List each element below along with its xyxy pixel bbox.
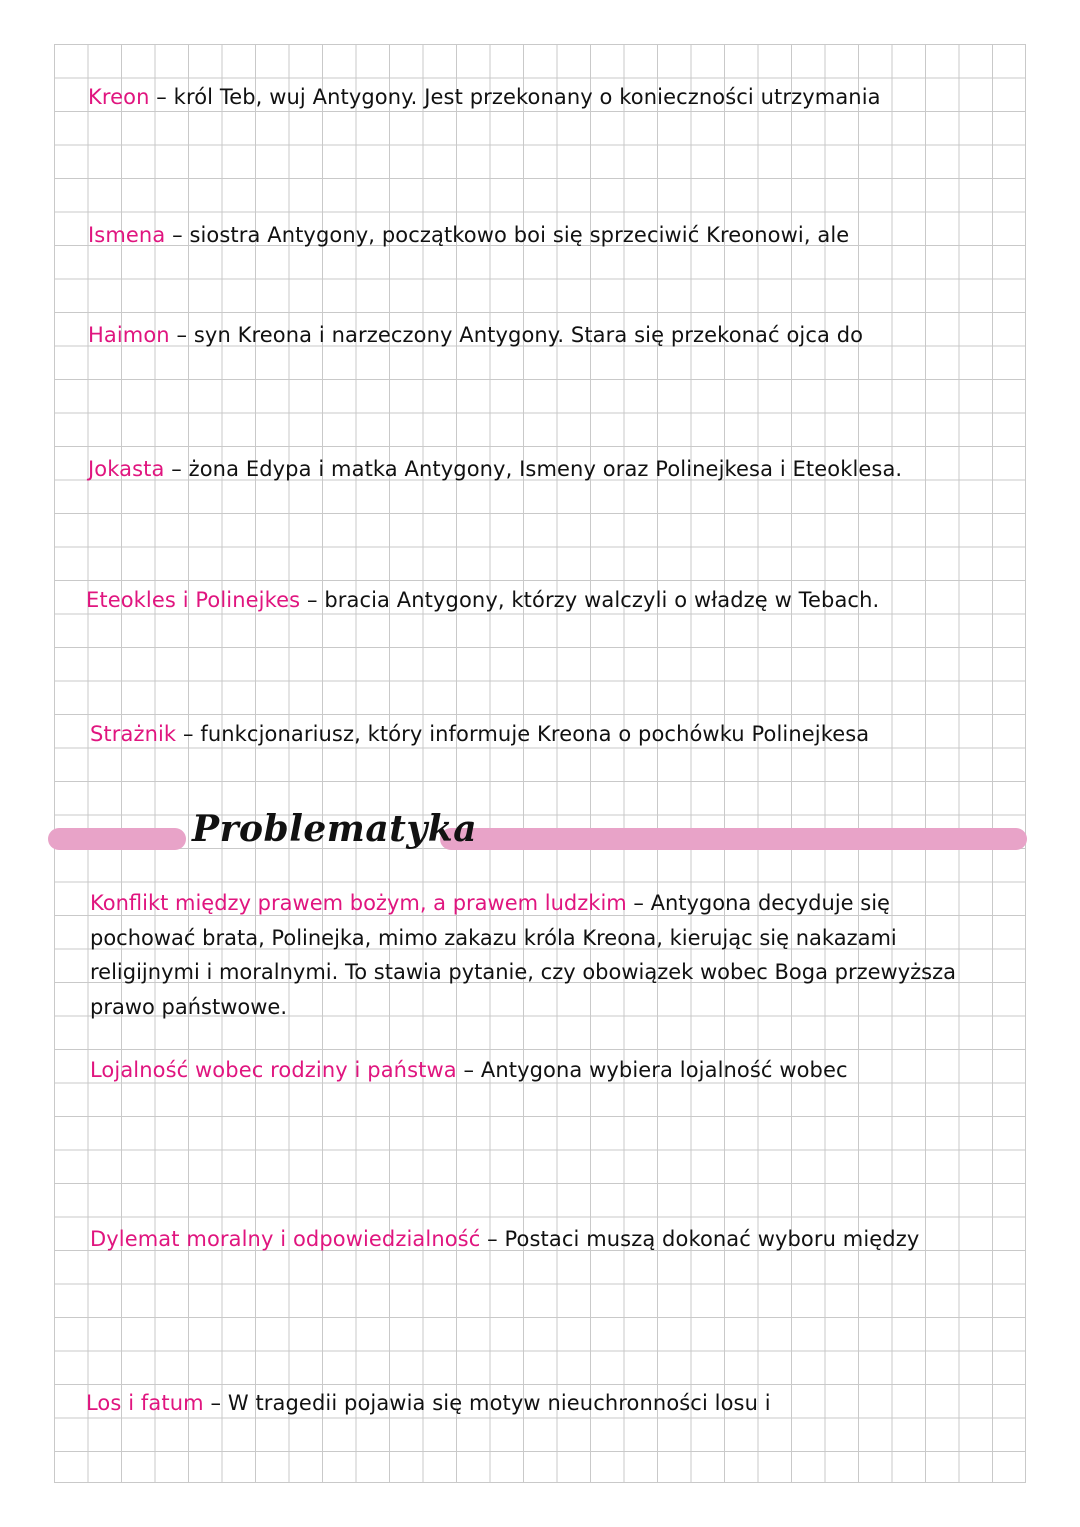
problem-term: Konflikt między prawem bożym, a prawem ludzkim [90,891,627,915]
character-entry-kreon [88,80,1000,115]
character-description: – siostra Antygony, początkowo boi się sprzeciwić Kreonowi, ale [165,223,850,247]
problem-description: – W tragedii pojawia się motyw nieuchronności losu i [203,1391,771,1415]
character-description: – funkcjonariusz, który informuje Kreona o pochówku Polinejkesa [176,722,870,746]
problem-description: – Antygona decyduje się pochować brata, Polinejka, mimo zakazu króla Kreona, kierując się nakazami religijnymi i moralnymi. To stawia pytanie, czy obowiązek wobec Boga przewyższa prawo państwowe. [90,891,956,1019]
character-entry-haimon [88,318,1000,353]
problem-term: Los i fatum [86,1391,204,1415]
character-name: Jokasta [88,457,165,481]
problem-term: Lojalność wobec rodziny i państwa [90,1058,457,1082]
problem-entry-lojalnosc [90,1053,1000,1088]
section-heading: Problematyka [192,808,478,850]
character-description: – bracia Antygony, którzy walczyli o władzę w Tebach. [300,588,880,612]
problem-entry-konflikt [90,886,970,1024]
character-description: – żona Edypa i matka Antygony, Ismeny oraz Polinejkesa i Eteoklesa. [164,457,903,481]
character-name: Kreon [88,85,150,109]
character-entry-jokasta [88,452,1000,487]
character-name: Haimon [88,323,170,347]
character-description: – syn Kreona i narzeczony Antygony. Stara się przekonać ojca do [169,323,864,347]
character-entry-eteokles-polinejkes [86,583,1000,618]
problem-term: Dylemat moralny i odpowiedzialność [90,1227,481,1251]
problem-entry-los-fatum [86,1386,1000,1421]
character-name: Eteokles i Polinejkes [86,588,301,612]
problem-description: – Antygona wybiera lojalność wobec [456,1058,848,1082]
problem-entry-dylemat [90,1222,1000,1257]
character-entry-ismena [88,218,1000,253]
character-description: – król Teb, wuj Antygony. Jest przekonany o konieczności utrzymania [149,85,881,109]
character-entry-straznik [90,717,1000,752]
character-name: Strażnik [90,722,177,746]
section-divider-right [440,828,1027,850]
character-name: Ismena [88,223,166,247]
grid-paper-background [54,44,1026,1483]
section-divider-left [48,828,186,850]
problem-description: – Postaci muszą dokonać wyboru między [480,1227,920,1251]
